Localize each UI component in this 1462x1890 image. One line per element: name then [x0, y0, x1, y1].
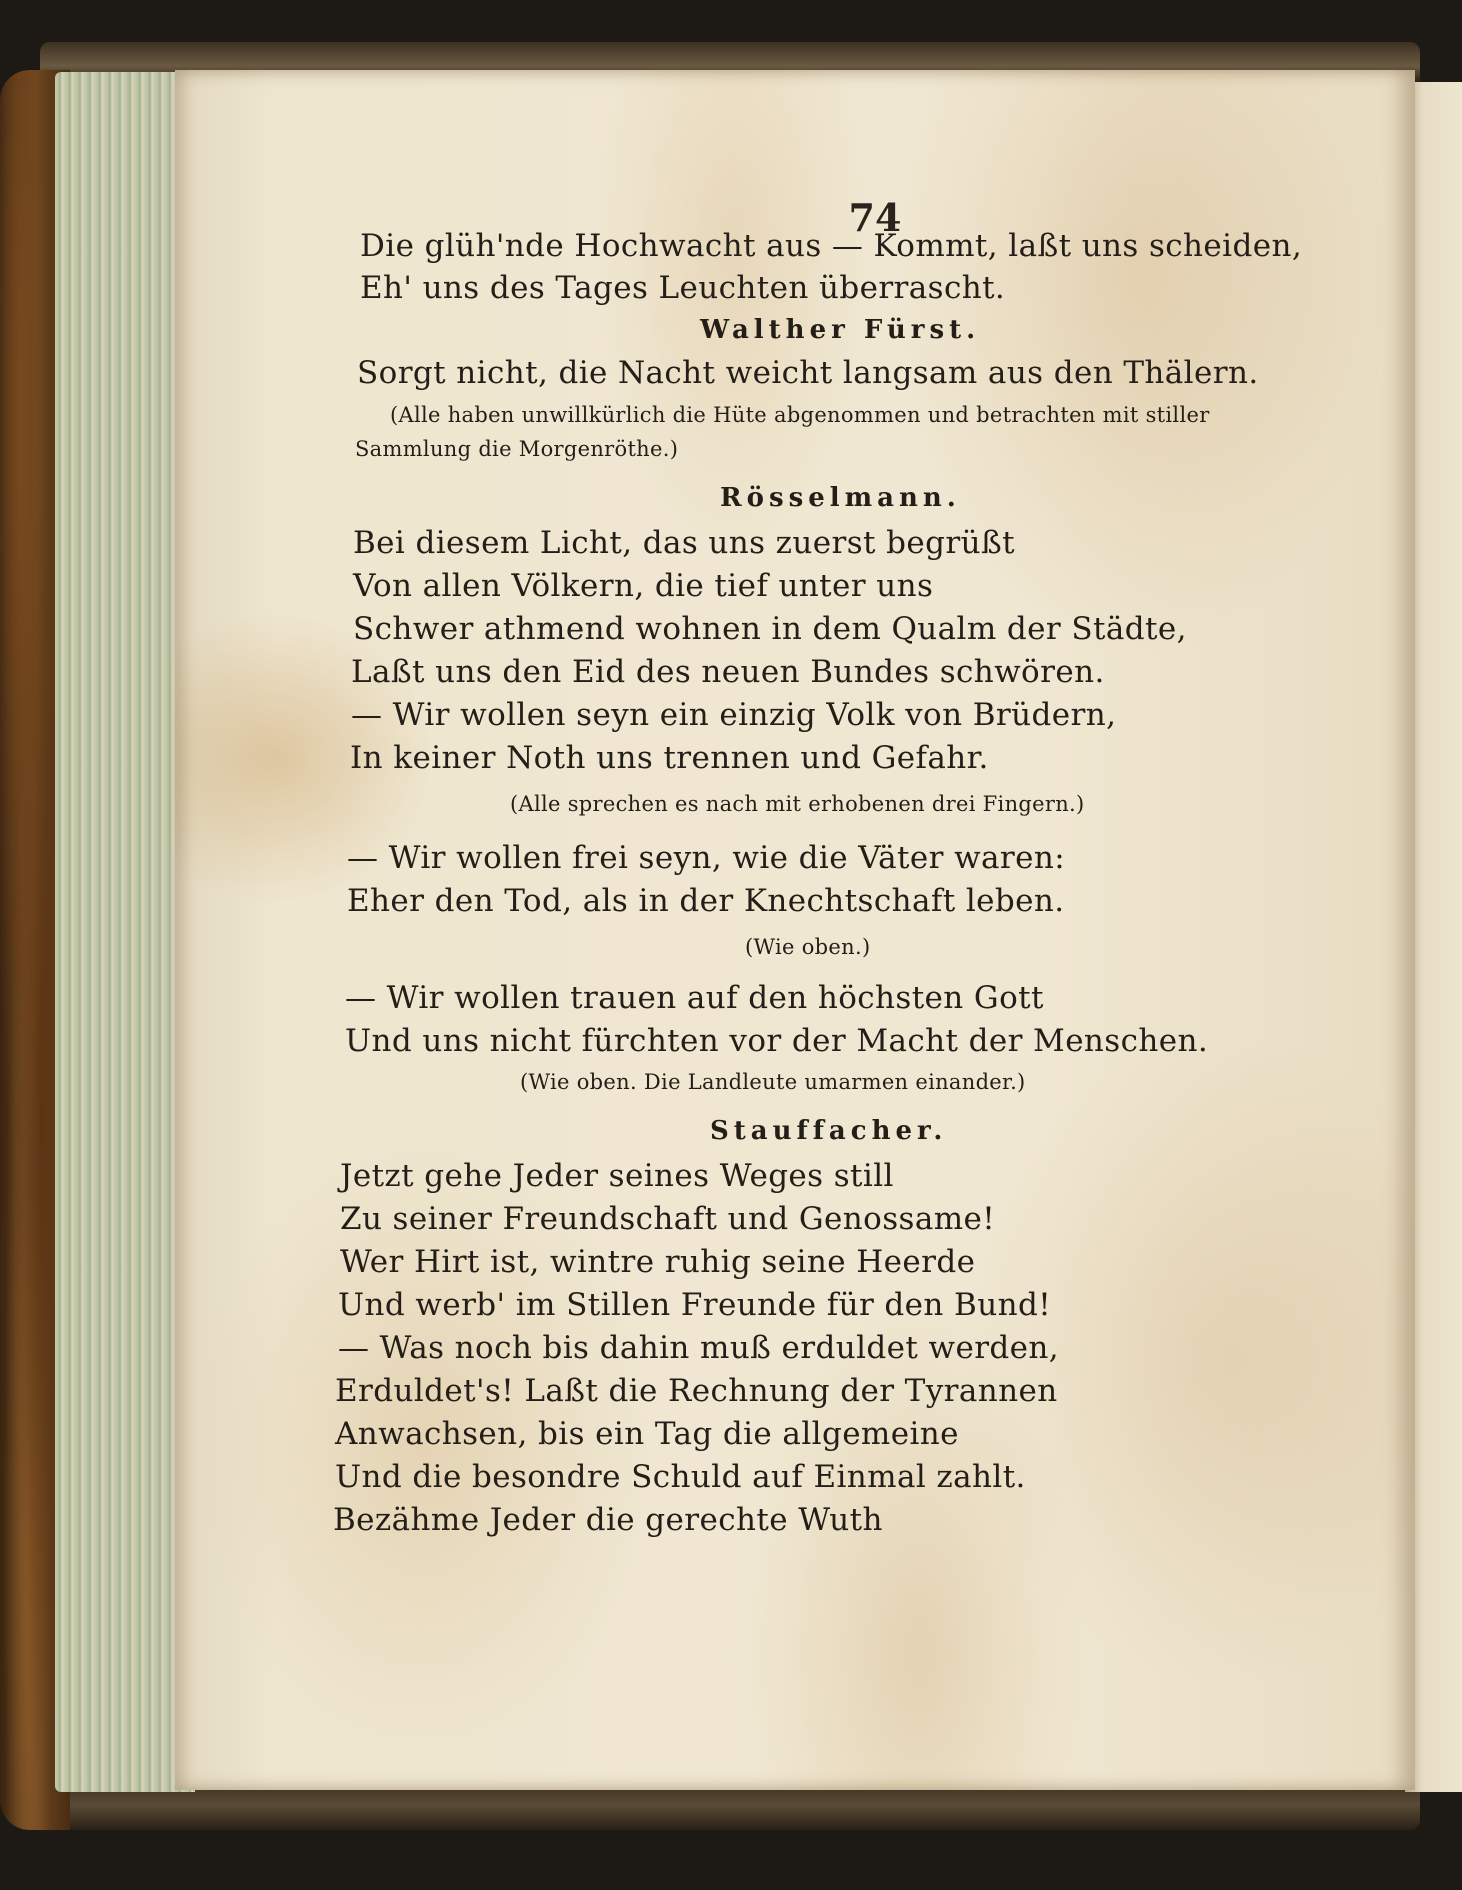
verse-line: Anwachsen, bis ein Tag die allgemeine: [335, 1416, 959, 1452]
page-number: 74: [848, 195, 902, 240]
verse-line: — Was noch bis dahin muß erduldet werden,: [338, 1330, 1060, 1366]
verse-line: Eh' uns des Tages Leuchten überrascht.: [360, 270, 1006, 306]
verse-line: Und werb' im Stillen Freunde für den Bund!: [338, 1287, 1052, 1323]
verse-line: Sorgt nicht, die Nacht weicht langsam aus den Thälern.: [357, 355, 1259, 391]
book-page: [175, 70, 1415, 1790]
speaker-name: Rösselmann.: [720, 483, 961, 513]
stage-direction: (Wie oben. Die Landleute umarmen einander.): [520, 1070, 1026, 1094]
stage-direction: Sammlung die Morgenröthe.): [355, 437, 679, 461]
verse-line: Die glüh'nde Hochwacht aus — Kommt, laßt uns scheiden,: [360, 228, 1303, 264]
verse-line: Und die besondre Schuld auf Einmal zahlt.: [335, 1459, 1026, 1495]
verse-line: Wer Hirt ist, wintre ruhig seine Heerde: [340, 1244, 976, 1280]
page-edges: [55, 72, 195, 1792]
stage-direction: (Alle sprechen es nach mit erhobenen drei Fingern.): [510, 792, 1085, 816]
verse-line: Bezähme Jeder die gerechte Wuth: [333, 1502, 883, 1538]
verse-line: Schwer athmend wohnen in dem Qualm der Städte,: [353, 611, 1187, 647]
verse-line: Von allen Völkern, die tief unter uns: [353, 568, 934, 604]
verse-line: Jetzt gehe Jeder seines Weges still: [340, 1158, 894, 1194]
stage-direction: (Wie oben.): [745, 935, 871, 959]
verse-line: Zu seiner Freundschaft und Genossame!: [340, 1201, 996, 1237]
verse-line: Erduldet's! Laßt die Rechnung der Tyrannen: [335, 1373, 1058, 1409]
verse-line: Eher den Tod, als in der Knechtschaft leben.: [347, 883, 1065, 919]
speaker-name: Walther Fürst.: [700, 315, 981, 345]
verse-line: In keiner Noth uns trennen und Gefahr.: [350, 740, 989, 776]
verse-line: Laßt uns den Eid des neuen Bundes schwören.: [351, 654, 1105, 690]
verse-line: — Wir wollen trauen auf den höchsten Gott: [345, 980, 1044, 1016]
verse-line: Bei diesem Licht, das uns zuerst begrüßt: [353, 525, 1015, 561]
verse-line: Und uns nicht fürchten vor der Macht der Menschen.: [345, 1023, 1209, 1059]
stage-direction: (Alle haben unwillkürlich die Hüte abgenommen und betrachten mit stiller: [390, 403, 1210, 427]
verse-line: — Wir wollen frei seyn, wie die Väter waren:: [347, 840, 1066, 876]
speaker-name: Stauffacher.: [710, 1116, 948, 1146]
verse-line: — Wir wollen seyn ein einzig Volk von Brüdern,: [351, 697, 1117, 733]
